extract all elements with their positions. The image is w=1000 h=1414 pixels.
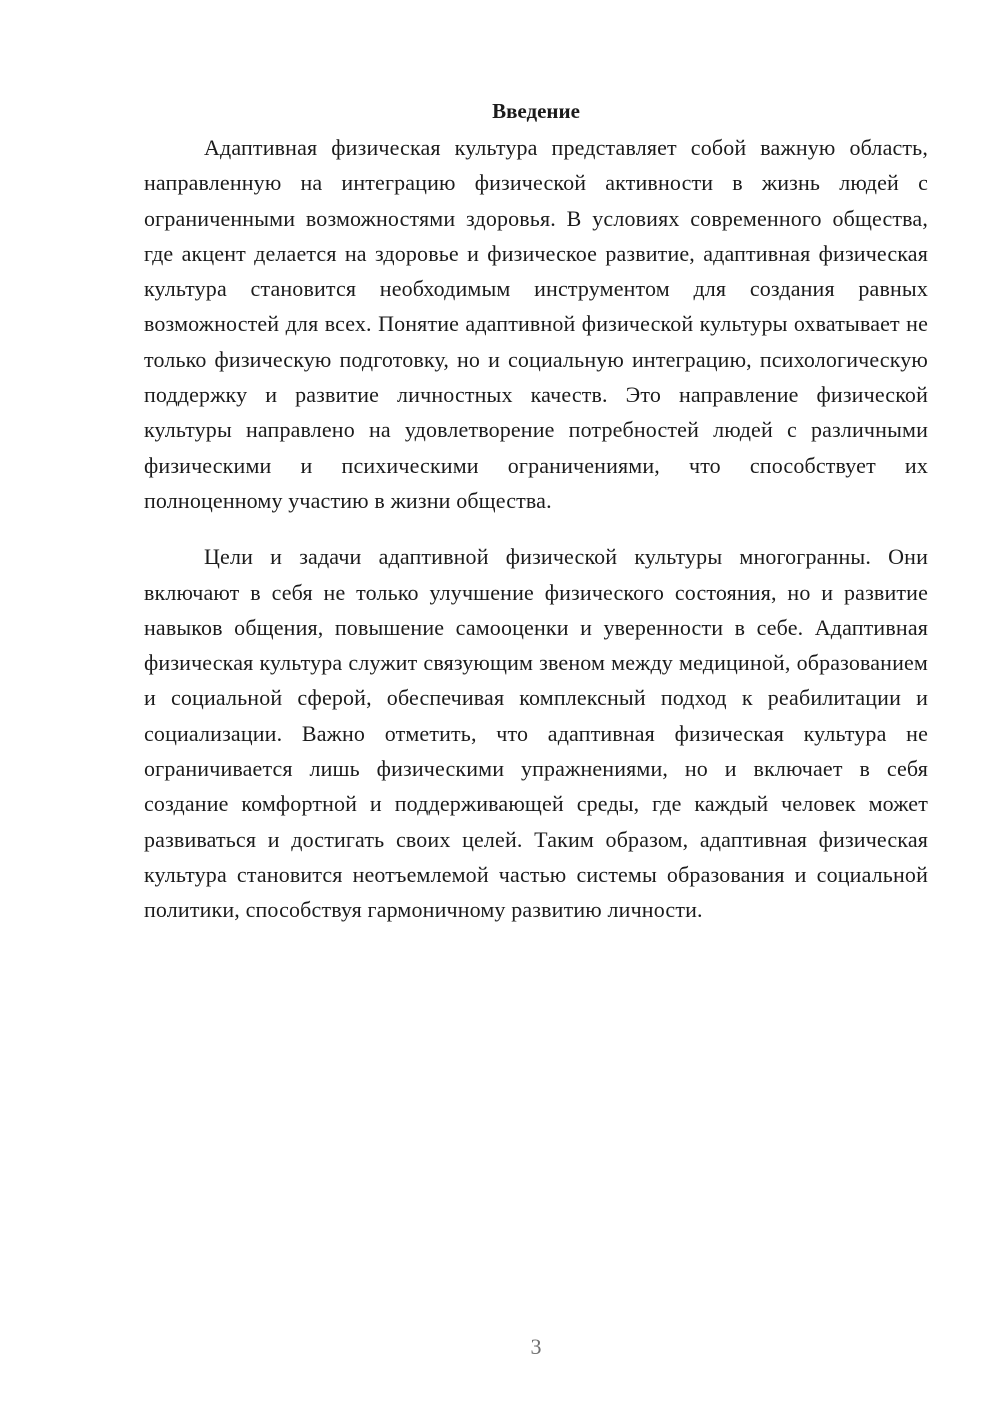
page-title: Введение <box>492 99 580 123</box>
paragraph-goals: Цели и задачи адаптивной физической культуры многогранны. Они включают в себя не только улучшение физического состояния, но и развитие навыков общения, повышение самооценки и уверенности в себе. Адаптивная физическая культура служит связующим звеном между медициной, образованием и социальной сферой, обеспечивая комплексный подход к реабилитации и социализации. Важно отметить, что адаптивная физическая культура не ограничивается лишь физическими упражнениями, но и включает в себя создание комфортной и поддерживающей среды, где каждый человек может развиваться и достигать своих целей. Таким образом, адаптивная физическая культура становится неотъемлемой частью системы образования и социальной политики, способствуя гармоничному развитию личности. <box>144 544 928 923</box>
page-number: 3 <box>530 1334 542 1359</box>
document-body <box>144 96 928 928</box>
paragraph-intro: Адаптивная физическая культура представляет собой важную область, направленную на интеграцию физической активности в жизнь людей с ограниченными возможностями здоровья. В условиях современного общества, где акцент делается на здоровье и физическое развитие, адаптивная физическая культура становится необходимым инструментом для создания равных возможностей для всех. Понятие адаптивной физической культуры охватывает не только физическую подготовку, но и социальную интеграцию, психологическую поддержку и развитие личностных качеств. Это направление физической культуры направлено на удовлетворение потребностей людей с различными физическими и психическими ограничениями, что способствует их полноценному участию в жизни общества. <box>144 135 928 513</box>
